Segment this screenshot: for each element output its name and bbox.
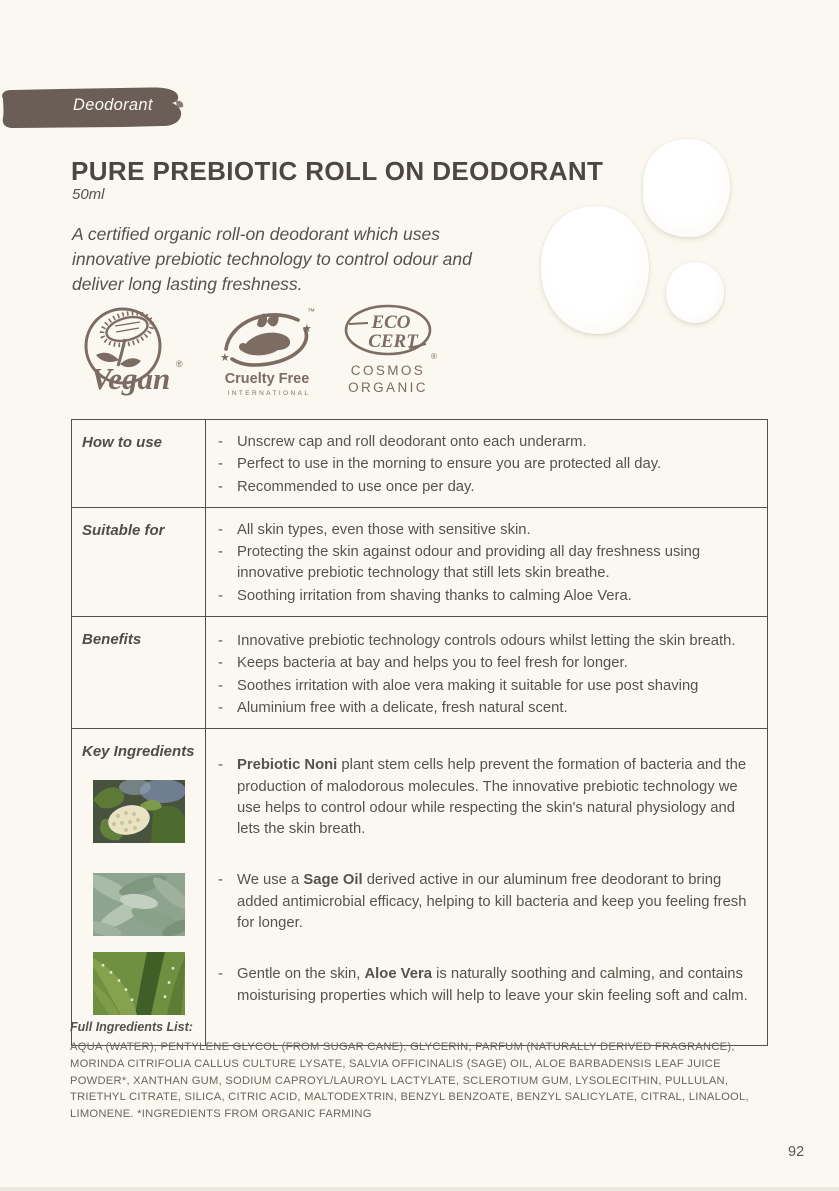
row-content (206, 508, 767, 616)
ingredient-prefix: We use a (237, 872, 304, 889)
aloe-vera-photo (93, 952, 185, 1015)
product-swatch-blob (643, 139, 730, 237)
cruelty-free-label: Cruelty Free (224, 371, 310, 387)
row-label: Benefits (72, 617, 206, 728)
ingredient-name: Prebiotic Noni (237, 757, 338, 774)
bullet-item: - Innovative prebiotic technology controls odours whilst letting the skin breath. (218, 631, 755, 652)
bullet-item: - Perfect to use in the morning to ensure you are protected all day. (218, 454, 755, 475)
table-row-how-to-use (72, 420, 767, 508)
product-title: PURE PREBIOTIC ROLL ON DEODORANT (71, 156, 604, 186)
product-swatch-blob (666, 262, 724, 323)
sage-photo (93, 873, 185, 936)
category-badge (0, 86, 184, 131)
registered-mark: ® (431, 352, 437, 361)
page-bottom-edge (0, 1187, 839, 1191)
cruelty-free-logo (216, 303, 318, 404)
bullet-item: - Unscrew cap and roll deodorant onto each underarm. (218, 432, 755, 453)
row-content (206, 729, 767, 1045)
table-row-suitable-for (72, 508, 767, 617)
bullet-item: - All skin types, even those with sensitive skin. (218, 520, 755, 541)
row-label: Suitable for (72, 508, 206, 616)
product-description: A certified organic roll-on deodorant which uses innovative prebiotic technology to control odour and deliver long lasting freshness. (72, 224, 472, 294)
noni-photo (93, 780, 185, 843)
bullet-item: - Soothes irritation with aloe vera making it suitable for use post shaving (218, 676, 755, 697)
row-label-cell (72, 729, 206, 1045)
registered-mark: ® (176, 359, 183, 369)
full-ingredients-label: Full Ingredients List: (70, 1020, 193, 1034)
star-icon: ★ (302, 323, 312, 335)
bullet-item: - Keeps bacteria at bay and helps you to feel fresh for longer. (218, 653, 755, 674)
product-swatch-blob (541, 206, 649, 334)
organic-label: ORGANIC (348, 380, 428, 395)
ingredient-text: is naturally soothing and calming, and contains moisturising properties which will help to leave your skin feeling soft and calm. (237, 966, 748, 1004)
ingredient-text: derived active in our aluminum free deodorant to bring added antimicrobial efficacy, helping to kill bacteria and keep you feeling fresh for longer. (237, 872, 747, 932)
bullet-item: - Aluminium free with a delicate, fresh natural scent. (218, 698, 755, 719)
cert-word: CERT (368, 331, 418, 352)
table-row-key-ingredients (72, 729, 767, 1045)
full-ingredients-section (70, 1020, 780, 1123)
ingredient-name: Aloe Vera (364, 966, 432, 983)
bullet-item: - Recommended to use once per day. (218, 477, 755, 498)
eco-word: ECO (371, 312, 411, 333)
key-ingredient-sage (218, 870, 755, 934)
trademark-mark: ™ (307, 307, 315, 316)
ecocert-cosmos-organic-logo (342, 303, 440, 404)
row-content (206, 420, 767, 507)
bullet-item: - Protecting the skin against odour and providing all day freshness using innovative prebiotic technology that still lets skin breathe. (218, 542, 755, 585)
table-row-benefits (72, 617, 767, 729)
page-number: 92 (788, 1144, 805, 1160)
row-label: Key Ingredients (82, 743, 195, 761)
vegan-word: Vegan (91, 361, 171, 396)
row-content (206, 617, 767, 728)
row-label: How to use (72, 420, 206, 507)
key-ingredient-aloe-vera (218, 964, 755, 1007)
product-size: 50ml (72, 186, 105, 203)
bullet-item: - Soothing irritation from shaving thanks to calming Aloe Vera. (218, 586, 755, 607)
full-ingredients-text: AQUA (WATER), PENTYLENE GLYCOL (FROM SUGAR CANE), GLYCERIN, PARFUM (NATURALLY DERIVED FRAGRANCE), MORINDA CITRIFOLIA CALLUS CULTURE LYSATE, SALVIA OFFICINALIS (SAGE) OIL, ALOE BARBADENSIS LEAF JUICE POWDER*, XANTHAN GUM, SODIUM CAPROYL/LAUROYL LACTYLATE, SCLEROTIUM GUM, LYSOLECITHIN, PULLULAN, TRIETHYL CITRATE, SILICA, CITRIC ACID, MALTODEXTRIN, BENZYL BENZOATE, BENZYL SALICYLATE, CITRAL, LINALOOL, LIMONENE. *INGREDIENTS FROM ORGANIC FARMING (70, 1041, 749, 1121)
certification-logos (70, 303, 440, 404)
ingredient-name: Sage Oil (303, 872, 363, 889)
ingredient-text: plant stem cells help prevent the formation of bacteria and the production of malodorous molecules. The innovative prebiotic technology we use helps to control odour while respecting the skin's natural physiology and lets the skin breath. (237, 757, 747, 838)
vegan-logo (70, 303, 192, 404)
key-ingredient-noni (218, 755, 755, 840)
international-label: INTERNATIONAL (227, 390, 311, 397)
product-info-table (71, 419, 768, 1046)
star-icon: ★ (220, 352, 230, 364)
cosmos-label: COSMOS (350, 363, 426, 378)
ingredient-prefix: Gentle on the skin, (237, 966, 365, 983)
category-badge-label: Deodorant (73, 96, 153, 114)
